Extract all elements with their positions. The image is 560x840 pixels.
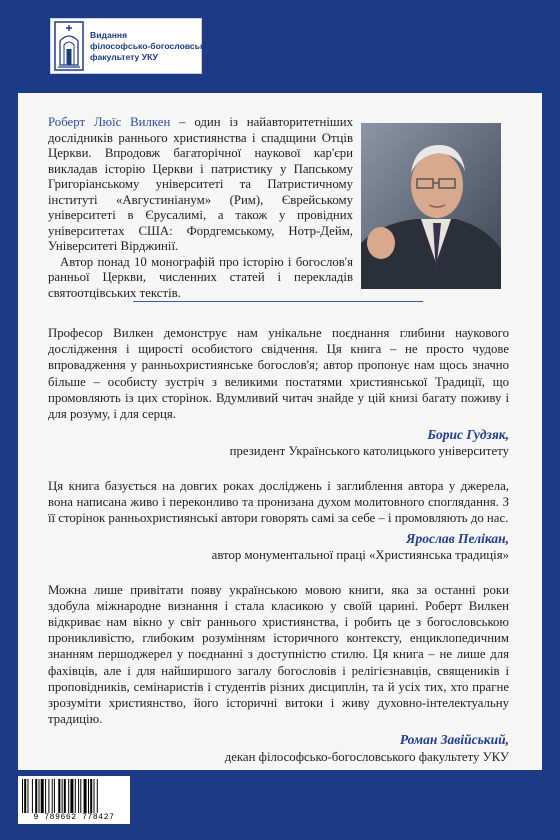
endorsement-1 (48, 325, 509, 460)
publisher-line-3: факультету УКУ (90, 51, 158, 62)
barcode-bar (24, 779, 26, 813)
endorsement-author: Роман Завійський, (399, 732, 509, 748)
barcode-bar (78, 779, 79, 813)
barcode-bar (97, 779, 98, 813)
barcode-bar (39, 779, 40, 813)
barcode-bar (75, 779, 76, 813)
publisher-label (50, 18, 219, 74)
endorsement-text: Можна лише привітати появу українською мовою книги, яка за останні роки здобула міжнародне визнання і стала класикою у своїй царині. Роберт Вилкен відкриває нам вікно у світ раннього християнства, і робить це з богословською проникливістю, глибоким розумінням історичного контексту, енциклопедичним знанням першоджерел у поєднанні з доступністю стилю. Ця книга – не лише для фахівців, але і для найширшого загалу богословів і релігієзнавців, священиків і проповідників, семінаристів і студентів різних дисциплін, та й усіх тих, хто прагне зрозуміти християнство, його історичні витоки і живу духовно-інтелектуальну традицію. (48, 582, 509, 727)
bio-paragraph-2: Автор понад 10 монографій про історію і богослов'я ранньої Церкви, численних статей і перекладів святоотцівських текстів. (48, 254, 353, 300)
endorsement-text: Ця книга базується на довгих роках досліджень і заглиблення автора у джерела, вона написана живо і переконливо та пронизана духом молитовного споглядання. З її сторінок ранньохристиянські автори говорять самі за себе – і промовляють до нас. (48, 478, 509, 526)
barcode-bar (70, 779, 73, 813)
barcode-bar (28, 779, 29, 813)
bio-paragraph-1-text: – один із найавторитетніших дослідників раннього християнства і спадщини Отців Церкви. Впродовж багаторічної наукової кар'єри викладав історію Церкви і патристику у Папському Григоріанському університеті та Патристичному інституті «Августиніанум» (Рим), Єврейському університеті в Єрусалимі, а також у провідних університетах США: Фордгемському, Нотр-Дейм, Університеті Вірджинії. (48, 115, 353, 253)
barcode-bar (88, 779, 89, 813)
endorsements (48, 325, 509, 783)
publisher-text (90, 30, 218, 63)
barcode-bar (62, 779, 63, 813)
endorsement-role: президент Українського католицького університету (229, 444, 509, 459)
bio-paragraph-1 (48, 115, 353, 255)
author-name: Роберт Люїс Вилкен (48, 115, 171, 129)
barcode-bar (54, 779, 55, 813)
publisher-line-2: філософсько-богословського (90, 40, 219, 51)
barcode-bar (41, 779, 44, 813)
barcode-bar (64, 779, 66, 813)
author-bio (48, 115, 353, 301)
barcode-number: 9 789662 778427 (33, 813, 115, 822)
barcode-bar (35, 779, 37, 813)
barcode-bar (52, 779, 53, 813)
endorsement-role: декан філософсько-богословського факультету УКУ (224, 749, 509, 764)
publisher-line-1: Видання (90, 29, 128, 40)
isbn-barcode (18, 776, 130, 824)
barcode-bar (48, 779, 49, 813)
barcode-bar (32, 779, 33, 813)
back-cover-panel (18, 93, 542, 770)
barcode-bar (68, 779, 69, 813)
barcode-bar (94, 779, 95, 813)
endorsement-author: Борис Гудзяк, (427, 427, 509, 443)
section-divider (133, 301, 423, 302)
barcode-bar (90, 779, 92, 813)
endorsement-role: автор монументальної праці «Християнська традиція» (211, 548, 509, 563)
barcode-bar (80, 779, 81, 813)
barcode-bars (22, 779, 126, 813)
ucu-seal-icon (54, 21, 84, 71)
barcode-bar (22, 779, 23, 813)
barcode-bar (58, 779, 60, 813)
endorsement-3 (48, 582, 509, 765)
endorsement-2 (48, 478, 509, 564)
author-portrait-photo (361, 123, 501, 289)
barcode-bar (45, 779, 46, 813)
barcode-bar (84, 779, 87, 813)
endorsement-author: Ярослав Пелікан, (406, 531, 509, 547)
endorsement-text: Професор Вилкен демонструє нам унікальне поєднання глибини наукового дослідження і щирості особистого свідчення. Ця книга – не просто чудове впровадження у ранньохристиянське богослов'я; автор пропонує нам щось значно більше – особисту зустріч з великими постатями християнської Традиції, що промовляють із цих сторінок. Вдумливий читач знайде у цій книзі багату поживу і для розуму, і для серця. (48, 326, 509, 422)
